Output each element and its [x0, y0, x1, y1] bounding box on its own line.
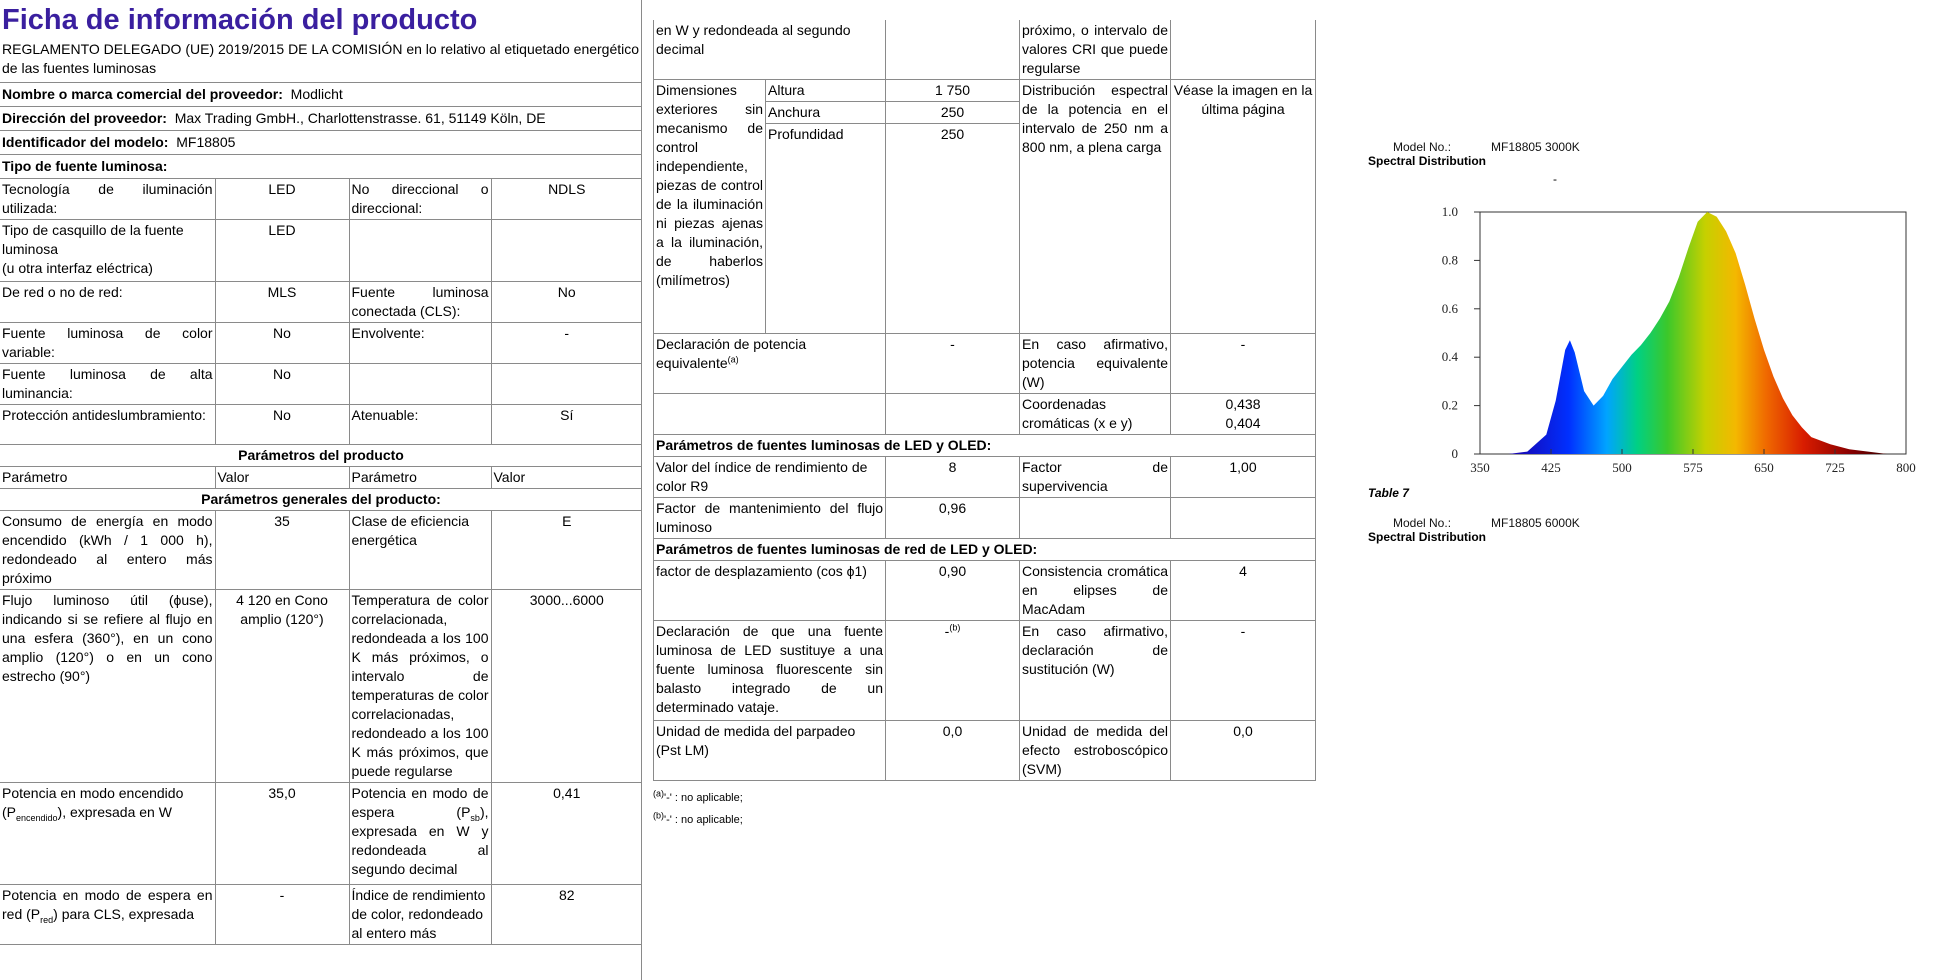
table-row [0, 364, 642, 405]
table-row [0, 489, 642, 511]
cell: 250 [886, 102, 1020, 124]
cell: Clase de eficiencia energética [349, 511, 491, 590]
cell: próximo, o intervalo de valores CRI que puede regularse [1020, 20, 1171, 80]
supplier-label: Nombre o marca comercial del proveedor: [2, 86, 283, 102]
y-tick-label: 0.8 [1441, 252, 1458, 268]
y-tick-label: 0 [1451, 446, 1458, 461]
cell-sup: (a) [727, 354, 739, 365]
foot-sup: (b) [653, 810, 664, 821]
table-row [654, 457, 1316, 498]
column-header: Parámetro [349, 467, 491, 489]
model-line [0, 131, 642, 155]
cell: Valor del índice de rendimiento de color R9 [654, 457, 886, 498]
cell: 0,90 [886, 561, 1020, 621]
cell: Fuente luminosa de color variable: [0, 323, 215, 364]
table-row [654, 539, 1316, 561]
table-row [654, 20, 1316, 80]
spectral-title-1: Spectral Distribution [1368, 154, 1487, 168]
model-value: MF18805 3000K [1491, 140, 1580, 154]
cell: NDLS [491, 179, 642, 220]
type-line [0, 155, 642, 179]
cell: Fuente luminosa conectada (CLS): [349, 282, 491, 323]
table-row [0, 220, 642, 282]
cell: MLS [215, 282, 349, 323]
y-tick-label: 1.0 [1441, 204, 1458, 219]
cell [886, 394, 1020, 435]
cell: 35,0 [215, 783, 349, 885]
cell [654, 334, 886, 394]
table-row [654, 334, 1316, 394]
cell: Véase la imagen en la última página [1171, 80, 1316, 334]
table-tag: Table 7 [1368, 486, 1409, 500]
cell: 8 [886, 457, 1020, 498]
table-row [654, 621, 1316, 721]
cell: 0,96 [886, 498, 1020, 539]
y-tick-label: 0.2 [1441, 397, 1458, 413]
x-tick-label: 425 [1541, 460, 1561, 475]
cell: en W y redondeada al segundo decimal [654, 20, 886, 80]
table-row [0, 511, 642, 590]
params-header: Parámetros del producto [0, 445, 642, 467]
supplier-line [0, 83, 642, 107]
right-column [1368, 140, 1960, 544]
cell: No [215, 323, 349, 364]
cell: En caso afirmativo, declaración de sustitución (W) [1020, 621, 1171, 721]
cell: Factor de supervivencia [1020, 457, 1171, 498]
cell: Consistencia cromática en elipses de MacAdam [1020, 561, 1171, 621]
plot-area [1442, 204, 1916, 475]
cell [349, 220, 491, 282]
cell: No [491, 282, 642, 323]
cell-sub: encendido [16, 812, 58, 823]
cell: Índice de rendimiento de color, redondeado al entero más [349, 885, 491, 945]
foot-sup: (a) [653, 788, 664, 799]
y-tick-label: 0.6 [1441, 300, 1458, 316]
cell: - [215, 885, 349, 945]
cell-sub: sb [470, 812, 480, 823]
cell-text: Potencia en modo de espera (P [351, 785, 489, 820]
cell: - [491, 323, 642, 364]
cell: 250 [886, 124, 1020, 334]
table-row [654, 394, 1316, 435]
cell: Sí [491, 405, 642, 445]
cell: Protección antideslumbramiento: [0, 405, 215, 445]
table-row [0, 885, 642, 945]
mains-header: Parámetros de fuentes luminosas de red de LED y OLED: [654, 539, 1316, 561]
address-value: Max Trading GmbH., Charlottenstrasse. 61, 51149 Köln, DE [174, 110, 546, 126]
cell: Flujo luminoso útil (ϕuse), indicando si se refiere al flujo en una esfera (360°), en un cono amplio (120°) o en un cono estrecho (90°) [0, 590, 215, 783]
cell [491, 220, 642, 282]
cell: Altura [766, 80, 886, 102]
column-header: Parámetro [0, 467, 215, 489]
cell: Anchura [766, 102, 886, 124]
cell: Consumo de energía en modo encendido (kWh / 1 000 h), redondeado al entero más próximo [0, 511, 215, 590]
cell: 1,00 [1171, 457, 1316, 498]
y-tick-label: 0.4 [1441, 349, 1458, 365]
x-tick-label: 500 [1612, 460, 1632, 475]
table-row [0, 467, 642, 489]
cell: En caso afirmativo, potencia equivalente (W) [1020, 334, 1171, 394]
model-value: MF18805 6000K [1491, 516, 1580, 530]
cell [1171, 498, 1316, 539]
model-label: Identificador del modelo: [2, 134, 169, 150]
cell: - [886, 334, 1020, 394]
cell: 4 [1171, 561, 1316, 621]
cell-text: Potencia en modo encendido [2, 785, 184, 801]
cell: Factor de mantenimiento del flujo luminoso [654, 498, 886, 539]
cell: Atenuable: [349, 405, 491, 445]
cell [1171, 20, 1316, 80]
table-row [654, 435, 1316, 457]
chart-dash: - [1553, 172, 1557, 186]
address-line [0, 107, 642, 131]
cell: Envolvente: [349, 323, 491, 364]
cell: No [215, 405, 349, 445]
table-row [654, 498, 1316, 539]
table-row [0, 590, 642, 783]
model-label: Model No.: [1393, 140, 1452, 154]
cell-text: Potencia en modo de espera en red (P [2, 887, 213, 922]
cell: 4 120 en Cono amplio (120°) [215, 590, 349, 783]
column-header: Valor [215, 467, 349, 489]
cell [654, 394, 886, 435]
table-row [654, 561, 1316, 621]
cell: Unidad de medida del parpadeo (Pst LM) [654, 721, 886, 781]
table-row [0, 445, 642, 467]
footnotes [653, 787, 1315, 831]
cell-sub: red [40, 914, 54, 925]
cell: - [1171, 334, 1316, 394]
address-label: Dirección del proveedor: [2, 110, 167, 126]
cell: 0,0 [886, 721, 1020, 781]
cell [1171, 394, 1316, 435]
page-title: Ficha de información del producto [2, 4, 478, 36]
left-column [0, 0, 642, 945]
regulation-text: REGLAMENTO DELEGADO (UE) 2019/2015 DE LA COMISIÓN en lo relativo al etiquetado energético de las fuentes luminosas [0, 38, 642, 83]
cell: Declaración de que una fuente luminosa de LED sustituye a una fuente luminosa fluorescente sin balasto integrado de un determinado vataje. [654, 621, 886, 721]
general-header: Parámetros generales del producto: [0, 489, 642, 511]
spectral-chart [1368, 184, 1958, 484]
table-row [0, 783, 642, 885]
cell: Temperatura de color correlacionada, redondeada a los 100 K más próximos, o intervalo de temperaturas de color correlacionadas, redondeado a los 100 K más próximos, que puede regularse [349, 590, 491, 783]
led-header: Parámetros de fuentes luminosas de LED y OLED: [654, 435, 1316, 457]
table-row [654, 721, 1316, 781]
x-tick-label: 350 [1470, 460, 1490, 475]
cell [349, 364, 491, 405]
model-value: MF18805 [176, 134, 236, 150]
foot-text: '-' : no aplicable; [664, 814, 743, 826]
cell: 0,0 [1171, 721, 1316, 781]
cell-text: Declaración de potencia equivalente [656, 336, 807, 371]
table-row [654, 80, 1316, 102]
supplier-value: Modlicht [290, 86, 343, 102]
cell: Unidad de medida del efecto estroboscópico (SVM) [1020, 721, 1171, 781]
x-tick-label: 725 [1825, 460, 1845, 475]
cell: No [215, 364, 349, 405]
cell [0, 885, 215, 945]
type-label: Tipo de fuente luminosa: [2, 158, 168, 174]
source-type-table [0, 178, 642, 945]
cell-text: ), expresada en W y redondeada al segundo decimal [351, 804, 489, 877]
cell: 1 750 [886, 80, 1020, 102]
model-label: Model No.: [1393, 516, 1452, 530]
cell: No direccional o direccional: [349, 179, 491, 220]
cell: Fuente luminosa de alta luminancia: [0, 364, 215, 405]
cell-text: - [944, 623, 950, 639]
cell: factor de desplazamiento (cos ϕ1) [654, 561, 886, 621]
cell [886, 621, 1020, 721]
cell: 82 [491, 885, 642, 945]
model-line-1 [1393, 140, 1960, 154]
model-line-2 [1393, 516, 1960, 530]
cell [491, 364, 642, 405]
cell [1020, 498, 1171, 539]
cell-text: ), expresada en W [57, 804, 172, 820]
chrom-y: 0,404 [1225, 415, 1261, 431]
cell: - [1171, 621, 1316, 721]
cell: 3000...6000 [491, 590, 642, 783]
x-tick-label: 650 [1754, 460, 1774, 475]
cell: LED [215, 179, 349, 220]
table-row [0, 323, 642, 364]
cell: Dimensiones exteriores sin mecanismo de control independiente, piezas de control de la iluminación ni piezas ajenas a la iluminación, de haberlos (milímetros) [654, 80, 766, 334]
cell-sup: (b) [949, 622, 961, 633]
cell: LED [215, 220, 349, 282]
cell: Tipo de casquillo de la fuente luminosa (u otra interfaz eléctrica) [0, 220, 215, 282]
table-row [0, 179, 642, 220]
cell: 35 [215, 511, 349, 590]
cell: Potencia en modo encendido $(P_{encendido})$, expresada en W [0, 783, 215, 885]
table-row [0, 405, 642, 445]
cell: Distribución espectral de la potencia en el intervalo de 250 nm a 800 nm, a plena carga [1020, 80, 1171, 334]
x-tick-label: 800 [1896, 460, 1916, 475]
product-params-table [653, 20, 1316, 781]
spectrum-area [1508, 212, 1887, 454]
spectral-title-2: Spectral Distribution [1368, 530, 1487, 544]
x-tick-label: 575 [1683, 460, 1703, 475]
middle-column [653, 20, 1315, 831]
cell-text: ) para CLS, expresada [53, 906, 194, 922]
cell: E [491, 511, 642, 590]
column-header: Valor [491, 467, 642, 489]
foot-text: '-' : no aplicable; [664, 792, 743, 804]
footnote-b [653, 809, 1315, 831]
cell: Coordenadas cromáticas (x e y) [1020, 394, 1171, 435]
cell [349, 783, 491, 885]
chrom-x: 0,438 [1225, 396, 1261, 412]
cell: De red o no de red: [0, 282, 215, 323]
cell: 0,41 [491, 783, 642, 885]
cell: Tecnología de iluminación utilizada: [0, 179, 215, 220]
table-row [0, 282, 642, 323]
footnote-a [653, 787, 1315, 809]
cell: Profundidad [766, 124, 886, 334]
cell [886, 20, 1020, 80]
